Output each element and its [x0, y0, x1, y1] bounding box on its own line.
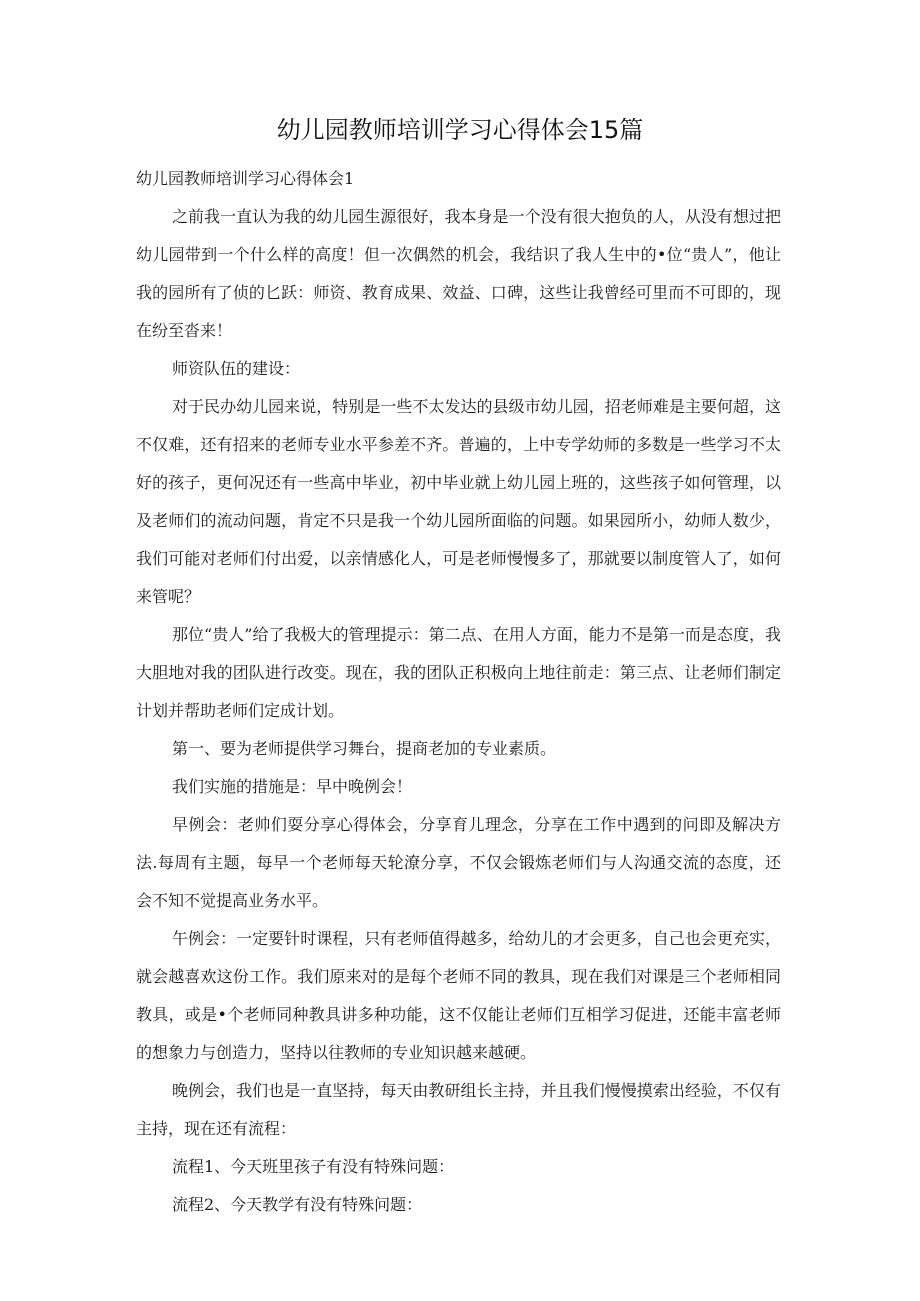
- paragraph: 对于民办幼儿园来说，特别是一些不太发达的县级市幼儿园，招老师难是主要何超，这不仅难，还有招来的老师专业水平参差不齐。普遍的，上中专学幼师的多数是一些学习不太好的孩子，更何况还有一些高中毕业，初中毕业就上幼儿园上班的，这些孩子如何管理，以及老师们的流动问题，肯定不只是我一个幼儿园所面临的问题。如果园所小，幼师人数少，我们可能对老师们付出爱，以亲情感化人，可是老师慢慢多了，那就要以制度管人了，如何来管呢？: [136, 397, 781, 606]
- document-body: [136, 160, 781, 1224]
- paragraph: 晚例会，我们也是一直坚持，每天由教研组长主持，并且我们慢慢摸索出经验，不仅有主持，现在还有流程：: [136, 1081, 781, 1138]
- paragraph: 午例会：一定要针时课程，只有老师值得越多，给幼儿的才会更多，自己也会更充实，就会越喜欢这份工作。我们原来对的是每个老师不同的教具，现在我们对课是三个老师相同教具，或是•个老师同种教具讲多种功能，这不仅能让老师们互相学习促进，还能丰富老师的想象力与创造力，坚持以往教师的专业知识越来越硬。: [136, 929, 781, 1062]
- section-heading: 幼儿园教师培训学习心得体会1: [136, 169, 355, 188]
- paragraph: 那位“贵人”给了我极大的管理提示：第二点、在用人方面，能力不是第一而是态度，我大胆地对我的团队进行改变。现在，我的团队正积极向上地往前走：第三点、让老师们制定计划并帮助老师们定成计划。: [136, 625, 781, 720]
- paragraph: 第一、要为老师提供学习舞台，提商老加的专业素质。: [172, 739, 557, 758]
- paragraph: 之前我一直认为我的幼儿园生源很好，我本身是一个没有很大抱负的人，从没有想过把幼儿园带到一个什么样的高度！但一次偶然的机会，我结识了我人生中的•位“贵人”，他让我的园所有了侦的匕跃：师资、教育成果、效益、口碑，这些让我曾经可里而不可即的，现在纷至沓来！: [136, 207, 781, 340]
- document-title: 幼儿园教师培训学习心得体会15篇: [276, 116, 644, 144]
- paragraph: 早例会：老帅们耍分享心得体会，分享育儿理念，分享在工作中遇到的问即及解决方法.每周有主题，每早一个老师每天轮潦分享，不仅会锻炼老师们与人沟通交流的态度，还会不知不觉提高业务水平。: [136, 815, 781, 910]
- paragraph: 我们实施的措施是：早中晚例会！: [172, 777, 413, 796]
- paragraph: 师资队伍的建设：: [172, 359, 301, 378]
- paragraph: 流程2、今天教学有没有特殊问题：: [172, 1195, 423, 1214]
- paragraph: 流程1、今天班里孩子有没有特殊问题：: [172, 1157, 455, 1176]
